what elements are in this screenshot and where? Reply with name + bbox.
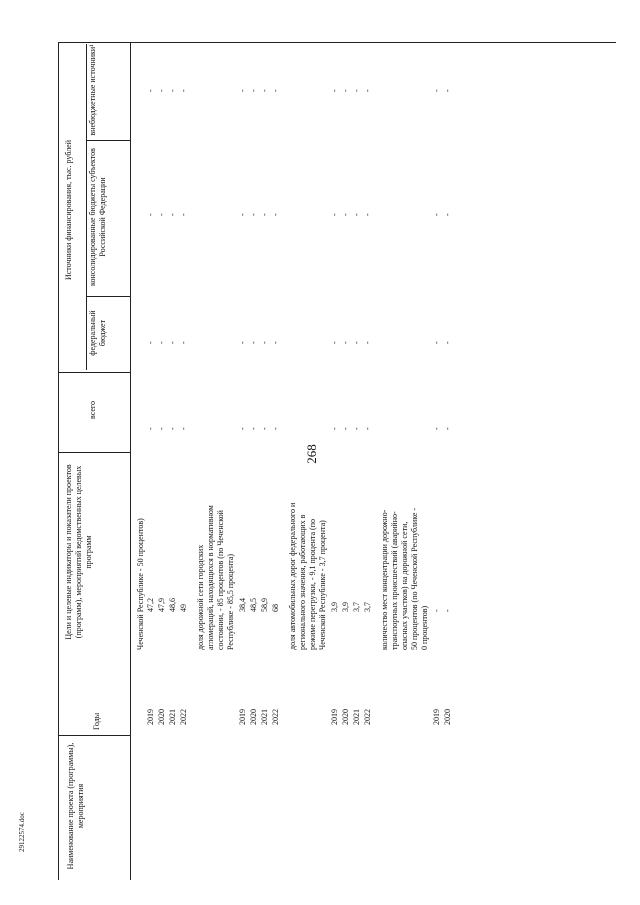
rule-col-total [58,372,130,373]
cell-total: - [363,427,372,430]
header-project: Наименование проекта (программы), мероприятия [66,742,85,870]
cell-consolidated: - [157,213,166,216]
row-value: 48,5 [249,598,258,612]
row-year: 2022 [363,709,372,725]
document-id: 29122574.doc [18,812,26,852]
rule-header-right [130,42,131,880]
cell-extrabudget: - [432,89,441,92]
rule-funding-split [86,44,87,370]
row-year: 2021 [168,709,177,725]
cell-extrabudget: - [238,89,247,92]
cell-consolidated: - [260,213,269,216]
cell-consolidated: - [432,213,441,216]
row-value: 38,4 [238,598,247,612]
row-value: 47,2 [146,598,155,612]
indicator-line: состоянии, - 85 процентов (по Чеченской [216,510,225,650]
cell-federal: - [443,341,452,344]
row-year: 2019 [330,709,339,725]
cell-federal: - [146,341,155,344]
row-value: 3,7 [352,602,361,612]
cell-extrabudget: - [179,89,188,92]
indicator-line: 50 процентов (по Чеченской Республике - [410,507,419,650]
row-value: 49 [179,604,188,612]
page-number: 268 [303,444,319,464]
cell-total: - [179,427,188,430]
cell-extrabudget: - [260,89,269,92]
cell-consolidated: - [271,213,280,216]
cell-federal: - [363,341,372,344]
indicator-line: Республике - 85,5 процента) [226,553,235,650]
indicator-line: Чеченской Республике - 3,7 процента) [318,520,327,650]
cell-total: - [330,427,339,430]
row-value: 47,9 [157,598,166,612]
indicator-line: транспортных происшествий (аварийно- [390,511,399,650]
rule-col-federal [86,296,130,297]
cell-extrabudget: - [352,89,361,92]
cell-total: - [249,427,258,430]
cell-total: - [341,427,350,430]
header-consolidated: консолидированные бюджеты субъектов Российской Федерации [88,148,107,286]
cell-federal: - [432,341,441,344]
indicator-line: 0 процентов) [420,605,429,650]
row-value: - [443,609,452,612]
cell-federal: - [271,341,280,344]
cell-extrabudget: - [249,89,258,92]
cell-federal: - [260,341,269,344]
cell-total: - [146,427,155,430]
header-funding: Источники финансирования, тыс. рублей [64,139,73,281]
cell-federal: - [238,341,247,344]
row-value: - [432,609,441,612]
cell-total: - [260,427,269,430]
header-extrabudget: внебюджетные источники¹ [88,44,97,136]
cell-federal: - [168,341,177,344]
cell-extrabudget: - [271,89,280,92]
row-year: 2020 [249,709,258,725]
row-year: 2020 [341,709,350,725]
rule-col-goals [58,452,130,453]
row-value: 68 [271,604,280,612]
cell-extrabudget: - [443,89,452,92]
header-federal: федеральный бюджет [88,310,107,356]
cell-federal: - [249,341,258,344]
row-value: 58,9 [260,598,269,612]
row-year: 2021 [352,709,361,725]
indicator-line: количество мест концентрации дорожно- [380,509,389,650]
cell-federal: - [157,341,166,344]
intro-line: Чеченской Республике - 50 процентов) [136,518,145,650]
cell-extrabudget: - [146,89,155,92]
cell-federal: - [352,341,361,344]
indicator-line: режиме перегрузки, - 9,1 процента (по [308,518,317,650]
cell-total: - [352,427,361,430]
row-value: 3,9 [330,602,339,612]
indicator-line: доля дорожной сети городских [196,544,205,650]
cell-consolidated: - [146,213,155,216]
row-year: 2020 [157,709,166,725]
cell-extrabudget: - [157,89,166,92]
row-year: 2022 [179,709,188,725]
header-goals: Цели и целевые индикаторы и показатели проектов (программ), мероприятий ведомственных целевых программ [64,464,93,640]
cell-total: - [238,427,247,430]
header-total: всего [88,401,97,420]
cell-federal: - [330,341,339,344]
cell-total: - [432,427,441,430]
row-year: 2019 [146,709,155,725]
cell-federal: - [341,341,350,344]
cell-total: - [168,427,177,430]
row-year: 2020 [443,709,452,725]
row-year: 2022 [271,709,280,725]
rule-top [58,42,616,43]
indicator-line: опасных участков) на дорожной сети, [400,521,409,650]
cell-consolidated: - [179,213,188,216]
indicator-line: агломераций, находящихся в нормативном [206,505,215,650]
cell-extrabudget: - [341,89,350,92]
row-value: 3,7 [363,602,372,612]
row-value: 3,9 [341,602,350,612]
cell-federal: - [179,341,188,344]
cell-extrabudget: - [330,89,339,92]
cell-consolidated: - [341,213,350,216]
cell-total: - [157,427,166,430]
row-year: 2021 [260,709,269,725]
rule-col-consol [86,140,130,141]
cell-extrabudget: - [168,89,177,92]
cell-total: - [443,427,452,430]
cell-consolidated: - [330,213,339,216]
cell-consolidated: - [352,213,361,216]
cell-consolidated: - [363,213,372,216]
cell-extrabudget: - [363,89,372,92]
cell-consolidated: - [249,213,258,216]
row-year: 2019 [432,709,441,725]
cell-consolidated: - [238,213,247,216]
indicator-line: доля автомобильных дорог федерального и [288,502,297,650]
cell-consolidated: - [168,213,177,216]
cell-consolidated: - [443,213,452,216]
rule-header-left [58,42,59,880]
indicator-line: регионального значения, работающих в [298,514,307,650]
row-year: 2019 [238,709,247,725]
row-value: 48,6 [168,598,177,612]
cell-total: - [271,427,280,430]
